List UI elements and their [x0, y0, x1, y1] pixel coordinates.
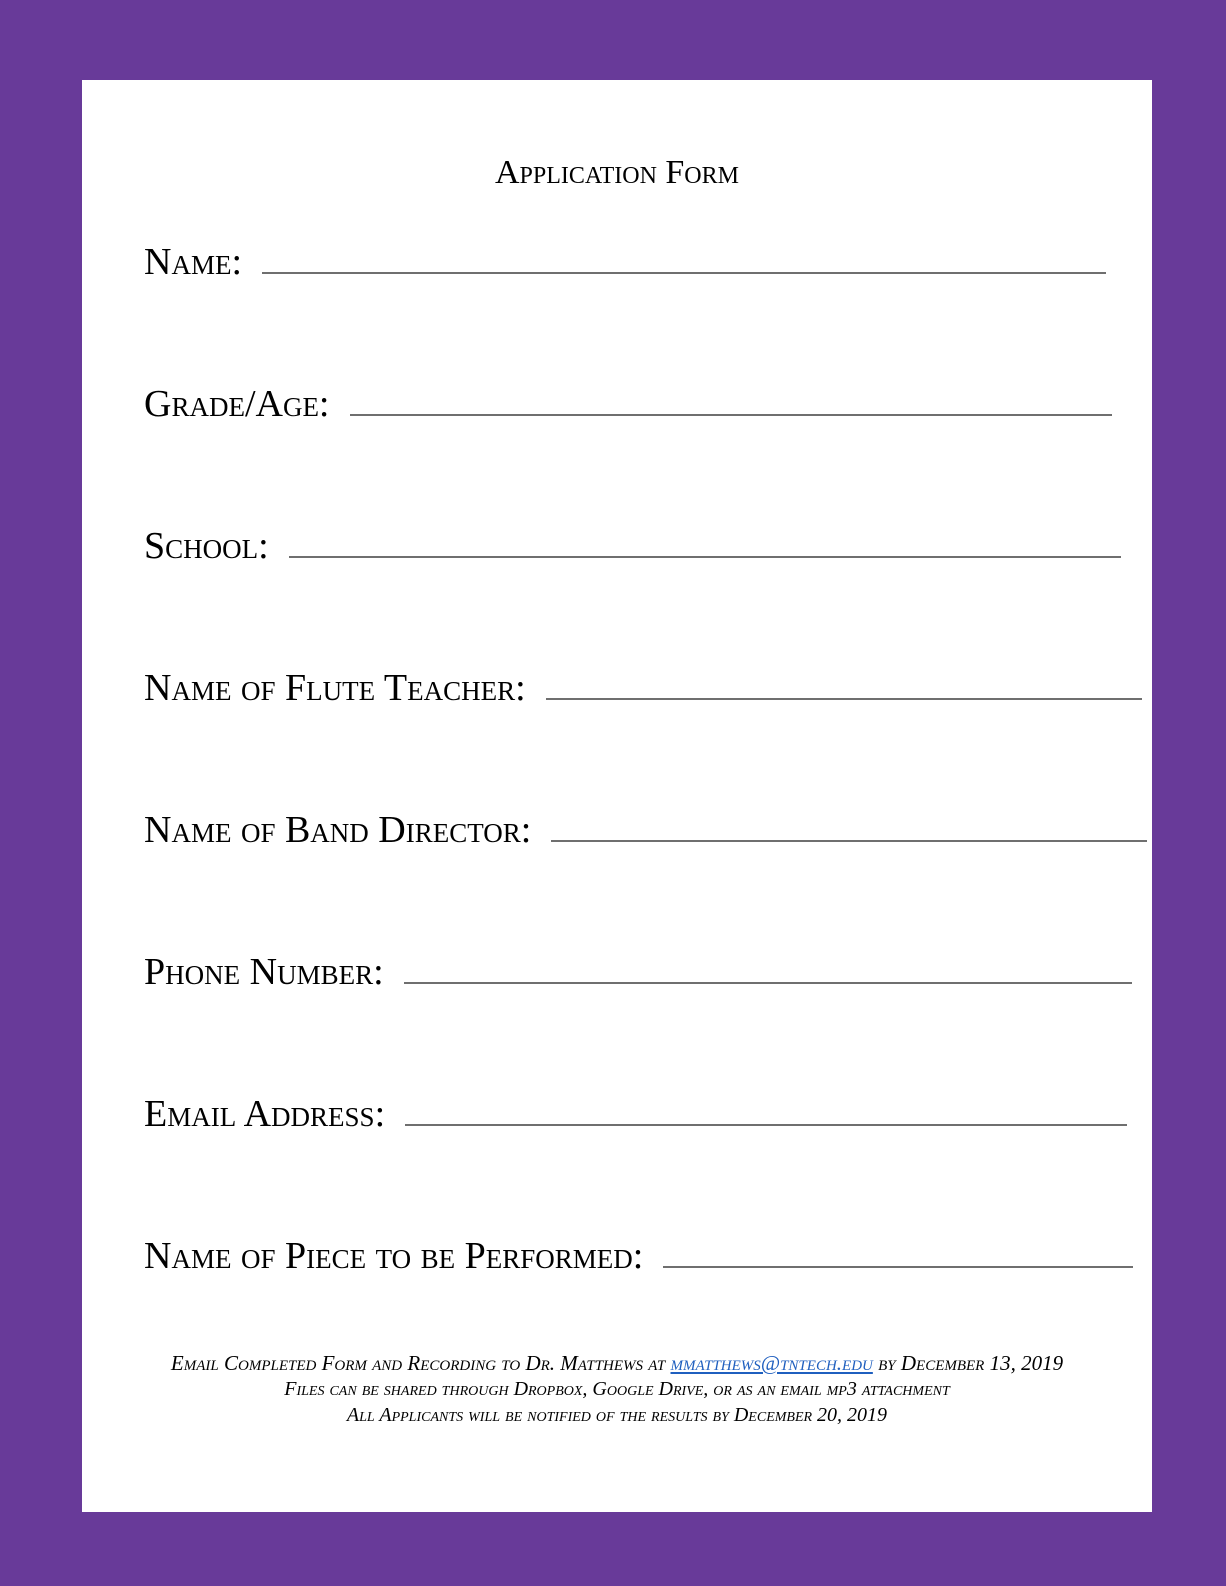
flute-teacher-label: Name of Flute Teacher: [144, 667, 526, 709]
phone-number-label: Phone Number: [144, 951, 384, 993]
instruction-line-2: Files can be shared through Dropbox, Google Drive, or as an email mp3 attachment [284, 1378, 950, 1400]
band-director-field[interactable] [144, 808, 1147, 858]
flute-teacher-field[interactable] [144, 666, 1142, 716]
phone-number-field[interactable] [144, 950, 1132, 1000]
piece-performed-label: Name of Piece to be Performed: [144, 1235, 644, 1277]
submission-instructions [82, 1350, 1152, 1428]
email-link[interactable]: mmatthews@tntech.edu [670, 1351, 873, 1375]
school-line[interactable] [289, 556, 1121, 558]
school-field[interactable] [144, 524, 1121, 574]
application-page [82, 80, 1152, 1512]
page-title: Application Form [495, 154, 739, 191]
name-line[interactable] [262, 272, 1106, 274]
school-label: School: [144, 525, 269, 567]
phone-number-line[interactable] [404, 982, 1132, 984]
piece-performed-line[interactable] [663, 1266, 1133, 1268]
piece-performed-field[interactable] [144, 1234, 1133, 1284]
email-address-field[interactable] [144, 1092, 1127, 1142]
grade-age-line[interactable] [350, 414, 1112, 416]
grade-age-label: Grade/Age: [144, 383, 330, 425]
instruction-line-1-suffix: by December 13, 2019 [872, 1351, 1064, 1375]
instruction-line-1-prefix: Email Completed Form and Recording to Dr. Matthews at [170, 1351, 671, 1375]
band-director-label: Name of Band Director: [144, 809, 532, 851]
instruction-line-1 [82, 1350, 1152, 1376]
band-director-line[interactable] [551, 840, 1147, 842]
name-field[interactable] [144, 240, 1106, 290]
email-address-label: Email Address: [144, 1093, 386, 1135]
instruction-line-3: All Applicants will be notified of the results by December 20, 2019 [346, 1404, 888, 1426]
name-label: Name: [144, 241, 242, 283]
email-address-line[interactable] [405, 1124, 1127, 1126]
flute-teacher-line[interactable] [546, 698, 1142, 700]
grade-age-field[interactable] [144, 382, 1112, 432]
